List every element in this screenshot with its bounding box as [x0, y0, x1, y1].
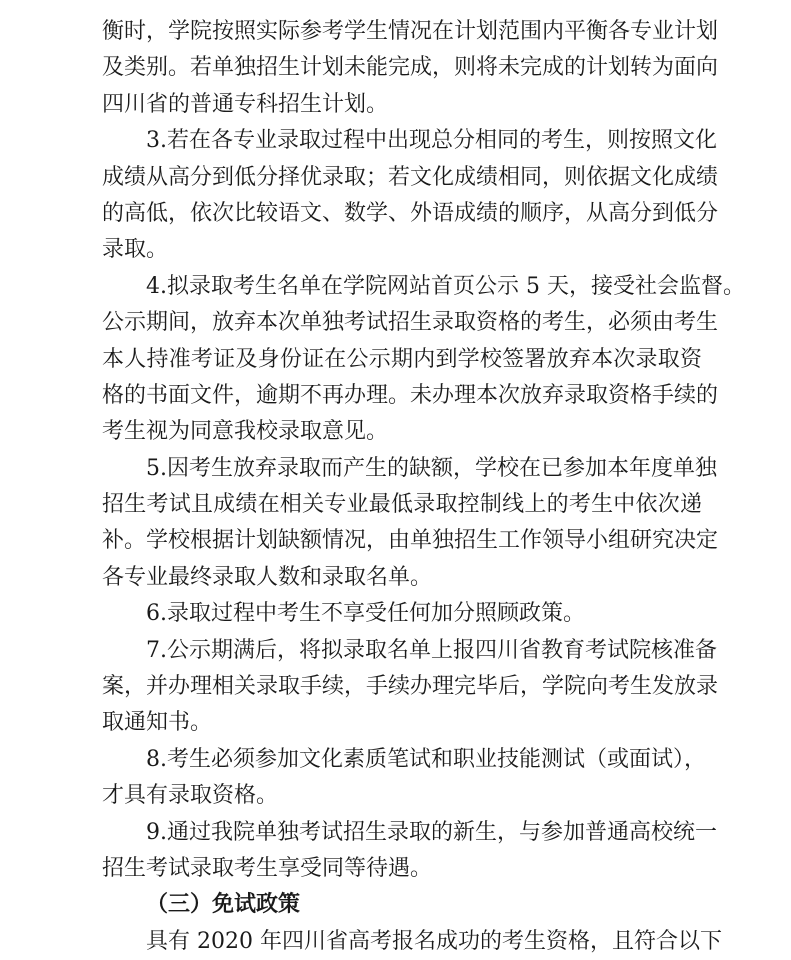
text-line: 本人持准考证及身份证在公示期内到学校签署放弃本次录取资	[102, 346, 702, 372]
text-line: 公示期间，放弃本次单独考试招生录取资格的考生，必须由考生	[102, 310, 719, 336]
text-line: 4.拟录取考生名单在学院网站首页公示 5 天，接受社会监督。	[146, 273, 745, 299]
text-line: 衡时，学院按照实际参考学生情况在计划范围内平衡各专业计划	[102, 19, 719, 44]
text-line: 8.考生必须参加文化素质笔试和职业技能测试（或面试），	[146, 746, 706, 772]
text-line: 考生视为同意我校录取意见。	[102, 419, 389, 445]
text-line: 的高低，依次比较语文、数学、外语成绩的顺序，从高分到低分	[102, 200, 719, 226]
text-line: 取通知书。	[102, 710, 213, 736]
text-line: 各专业最终录取人数和录取名单。	[102, 564, 433, 590]
text-line: 格的书面文件，逾期不再办理。未办理本次放弃录取资格手续的	[102, 382, 719, 408]
paragraph-item-6	[102, 596, 702, 632]
text-line: 5.因考生放弃录取而产生的缺额，学校在已参加本年度单独	[146, 455, 717, 481]
paragraph-item-5	[102, 451, 719, 597]
section-heading: （三）免试政策	[146, 892, 301, 918]
text-line: 6.录取过程中考生不享受任何加分照顾政策。	[146, 601, 585, 627]
text-line: 及类别。若单独招生计划未能完成，则将未完成的计划转为面向	[102, 55, 719, 81]
text-line: 录取。	[102, 237, 169, 263]
paragraph-item-8	[102, 742, 706, 815]
text-line: 3.若在各专业录取过程中出现总分相同的考生，则按照文化	[146, 128, 717, 154]
text-line: 具有 2020 年四川省高考报名成功的考生资格，且符合以下	[146, 928, 722, 954]
document-body	[102, 14, 745, 960]
text-line: 9.通过我院单独考试招生录取的新生，与参加普通高校统一	[146, 819, 717, 845]
paragraph-item-7	[102, 633, 719, 742]
text-line: 招生考试录取考生享受同等待遇。	[102, 855, 433, 881]
text-line: 案，并办理相关录取手续，手续办理完毕后，学院向考生发放录	[102, 674, 719, 700]
text-line: 7.公示期满后，将拟录取名单上报四川省教育考试院核准备	[146, 637, 717, 663]
paragraph-item-9	[102, 815, 717, 888]
paragraph-continuation	[102, 14, 719, 123]
text-line: 成绩从高分到低分择优录取；若文化成绩相同，则依据文化成绩	[102, 164, 719, 190]
paragraph-item-3	[102, 123, 719, 269]
paragraph-item-4	[102, 269, 745, 451]
text-line: 补。学校根据计划缺额情况，由单独招生工作领导小组研究决定	[102, 528, 719, 554]
text-line: 招生考试且成绩在相关专业最低录取控制线上的考生中依次递	[102, 492, 702, 518]
text-line: 才具有录取资格。	[102, 783, 279, 809]
text-line: 四川省的普通专科招生计划。	[102, 91, 389, 117]
